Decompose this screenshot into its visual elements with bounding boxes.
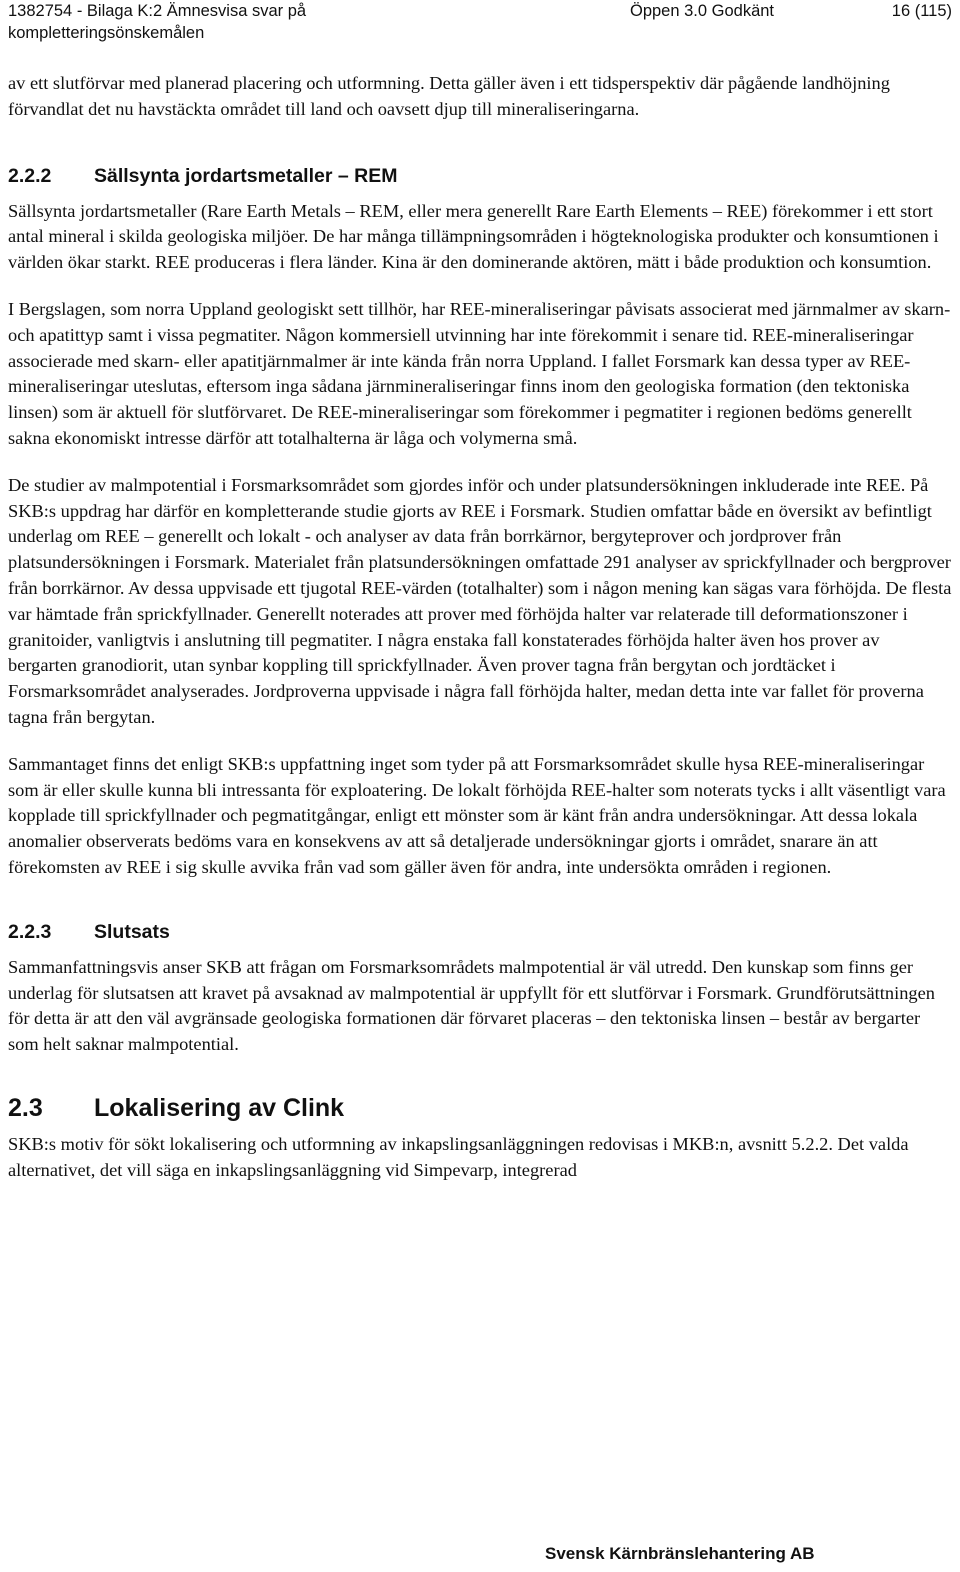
document-status: Öppen 3.0 Godkänt <box>630 2 775 20</box>
section-number: 2.2.2 <box>8 164 52 187</box>
section-number: 2.2.3 <box>8 920 52 943</box>
paragraph: I Bergslagen, som norra Uppland geologiskt sett tillhör, har REE-mineraliseringar påvisats associerat med järnmalmer av skarn- och apatittyp samt i vissa pegmatiter. Någon kommersiell utvinning har inte förekommit i senare tid. REE-mineraliseringar associerade med skarn- eller apatitjärnmalmer är inte kända från norra Uppland. I fallet Forsmark kan dessa typer av REE-mineraliseringar uteslutas, eftersom inga sådana järnmineraliseringar finns inom den geologiska formation (den tektoniska linsen) som är aktuell för slutförvaret. De REE-mineraliseringar som förekommer i pegmatiter i regionen bedöms generellt sakna ekonomiskt intresse därför att totalhalterna är låga och volymerna små. <box>8 298 951 448</box>
page-header <box>8 0 952 44</box>
section-title: Sällsynta jordartsmetaller – REM <box>94 164 398 187</box>
section-heading-2-2-3 <box>8 919 952 945</box>
paragraph: Sällsynta jordartsmetaller (Rare Earth Metals – REM, eller mera generellt Rare Earth Elements – REE) förekommer i ett stort antal mineral i skilda geologiska miljöer. De har många tillämpningsområden i högteknologiska produkter och konsumtionen i världen ökar starkt. REE produceras i flera länder. Kina är den dominerande aktören, mätt i både produktion och konsumtion. <box>8 200 939 273</box>
intro-paragraph: av ett slutförvar med planerad placering och utformning. Detta gäller även i ett tidsperspektiv där pågående landhöjning förvandlat det nu havstäckta området till land och oavsett djup till mineraliseringarna. <box>8 73 890 119</box>
section-heading-2-3 <box>8 1092 952 1124</box>
page-number: 16 (115) <box>891 2 952 20</box>
document-reference <box>8 0 408 44</box>
section-title: Lokalisering av Clink <box>94 1093 345 1122</box>
paragraph: Sammantaget finns det enligt SKB:s uppfattning inget som tyder på att Forsmarksområdet skulle hysa REE-mineraliseringar som är eller skulle kunna bli intressanta för exploatering. De lokalt förhöjda REE-halter som noterats tycks i allt väsentligt vara kopplade till sprickfyllnader och pegmatitgångar, enligt ett mönster som är känt från andra undersökningar. Att dessa lokala anomalier observerats bedöms vara en konsekvens av att så detaljerade undersökningar gjorts i området, snarare än att förekomsten av REE i sig skulle avvika från vad som gäller även för andra, inte undersökta områden i regionen. <box>8 753 946 877</box>
paragraph: Sammanfattningsvis anser SKB att frågan om Forsmarksområdets malmpotential är väl utredd. Den kunskap som finns ger underlag för slutsatsen att kravet på avsaknad av malmpotential är uppfyllt för ett slutförvar i Forsmark. Grundförutsättningen för detta är att den väl avgränsade geologiska formationen där förvaret placeras – den tektoniska linsen – består av bergarter som helt saknar malmpotential. <box>8 956 935 1055</box>
document-reference-line-2: kompletteringsönskemålen <box>8 24 205 42</box>
paragraph: De studier av malmpotential i Forsmarksområdet som gjordes inför och under platsundersökningen inkluderade inte REE. På SKB:s uppdrag har därför en kompletterande studie gjorts av REE i Forsmark. Studien omfattar både en översikt av befintligt underlag om REE – generellt och lokalt - och analyser av data från borrkärnor, bergyteprover och jordprover från platsundersökningen i Forsmark. Materialet från platsundersökningen omfattade 291 analyser av sprickfyllnader och bergprover från borrkärnor. Av dessa uppvisade ett tjugotal REE-värden (totalhalter) som i någon mening kan sägas vara förhöjda. De flesta var hämtade från sprickfyllnader. Generellt noterades att prover med förhöjda halter var relaterade till deformationszoner i granitoider, vanligtvis i anslutning till pegmatiter. I några enstaka fall konstaterades förhöjda halter även hos prover av bergarten granodiorit, utan synbar koppling till sprickfyllnader. Även prover tagna från bergytan och jordtäcket i Forsmarksområdet analyserades. Jordproverna uppvisade i några fall förhöjda halter, medan detta inte var fallet för proverna tagna från bergytan. <box>8 474 952 727</box>
footer-company: Svensk Kärnbränslehantering AB <box>545 1544 815 1563</box>
document-body <box>8 71 952 1205</box>
section-title: Slutsats <box>94 920 170 943</box>
paragraph: SKB:s motiv för sökt lokalisering och utformning av inkapslingsanläggningen redovisas i MKB:n, avsnitt 5.2.2. Det valda alternativet, det vill säga en inkapslingsanläggning vid Simpevarp, integrerad <box>8 1133 909 1180</box>
section-heading-2-2-2 <box>8 163 952 189</box>
document-reference-line-1: 1382754 - Bilaga K:2 Ämnesvisa svar på <box>8 2 307 20</box>
section-number: 2.3 <box>8 1093 43 1122</box>
